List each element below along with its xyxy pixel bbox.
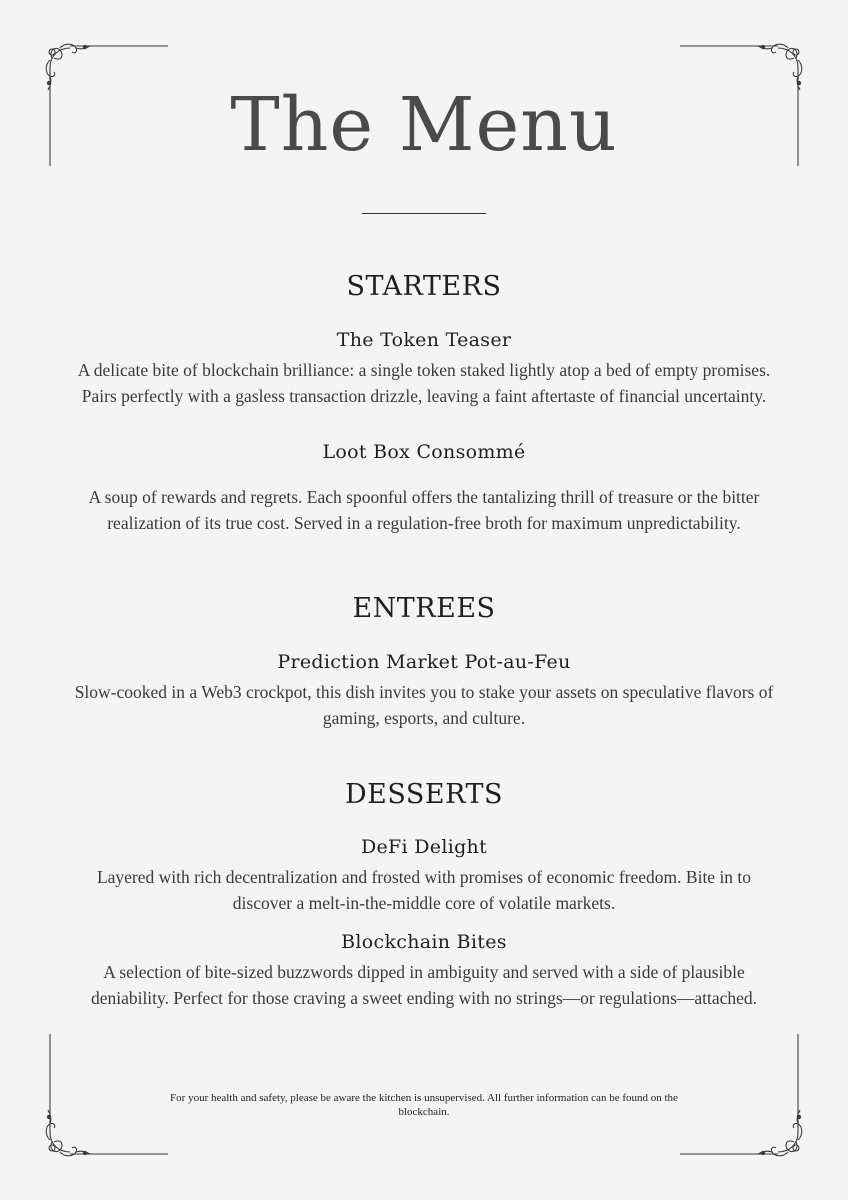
menu-title: The Menu <box>230 82 618 168</box>
section-heading-entrees: ENTREES <box>352 593 496 624</box>
menu-item-name: Loot Box Consommé <box>322 441 526 463</box>
menu-item-description: A delicate bite of blockchain brilliance: a single token staked lightly atop a bed of empty promises. Pairs perfectly with a gasless transaction drizzle, leaving a faint aftertaste of financial uncertainty. <box>77 360 771 406</box>
section-heading-starters: STARTERS <box>346 271 502 302</box>
menu-item-name: Prediction Market Pot-au-Feu <box>277 651 571 673</box>
section-heading-desserts: DESSERTS <box>345 779 503 810</box>
title-divider <box>362 213 486 214</box>
menu-item-description: A soup of rewards and regrets. Each spoonful offers the tantalizing thrill of treasure or the bitter realization of its true cost. Served in a regulation-free broth for maximum unpredictability. <box>88 487 760 533</box>
footer-note: For your health and safety, please be aware the kitchen is unsupervised. All further information can be found on the blockchain. <box>170 1092 678 1118</box>
menu-item-description: A selection of bite-sized buzzwords dipped in ambiguity and served with a side of plausible deniability. Perfect for those craving a sweet ending with no strings—or regulations—attached. <box>90 962 758 1008</box>
menu-item-name: The Token Teaser <box>336 329 512 351</box>
menu-item-description: Layered with rich decentralization and frosted with promises of economic freedom. Bite in to discover a melt-in-the-middle core of volatile markets. <box>96 867 752 913</box>
menu-item-name: Blockchain Bites <box>341 931 507 953</box>
menu-item-description: Slow-cooked in a Web3 crockpot, this dish invites you to stake your assets on speculative flavors of gaming, esports, and culture. <box>74 682 774 728</box>
menu-item-name: DeFi Delight <box>360 836 488 858</box>
